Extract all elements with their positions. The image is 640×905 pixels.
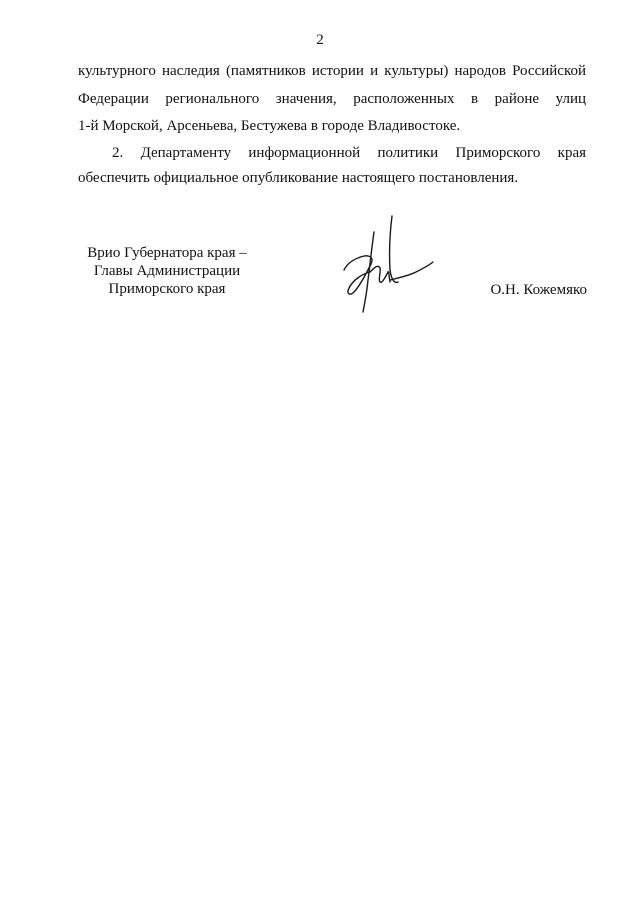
position-line-1: Врио Губернатора края – <box>87 245 247 261</box>
body-line-5: обеспечить официальное опубликование настоящего постановления. <box>78 170 519 186</box>
position-line-3: Приморского края <box>108 281 226 297</box>
position-line-2: Главы Администрации <box>93 263 241 279</box>
body-line-1: культурного наследия (памятников истории и культуры) народов Российской <box>78 63 586 79</box>
body-line-3: 1-й Морской, Арсеньева, Бестужева в городе Владивостоке. <box>78 118 461 134</box>
signer-name: О.Н. Кожемяко <box>490 282 587 298</box>
body-line-4: 2. Департаменту информационной политики Приморского края <box>112 145 586 161</box>
signatory-position <box>70 244 264 298</box>
body-line-2: Федерации регионального значения, расположенных в районе улиц <box>78 91 586 107</box>
page-number: 2 <box>316 32 324 48</box>
handwritten-signature <box>334 212 438 316</box>
